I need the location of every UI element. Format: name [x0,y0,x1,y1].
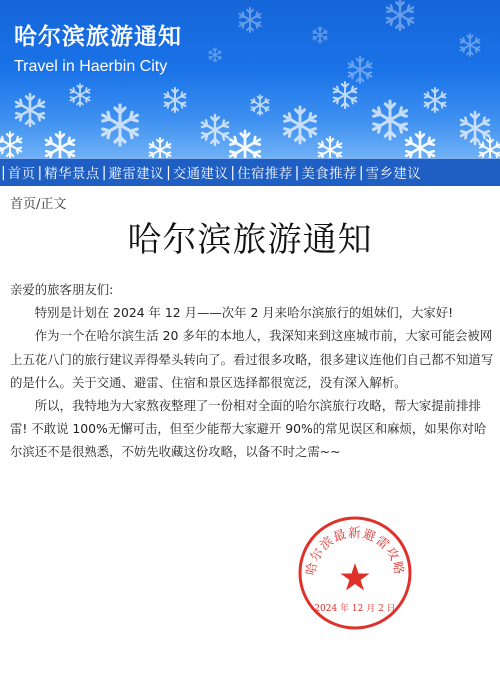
nav-item-snow-town[interactable]: 雪乡建议 [365,167,422,182]
nav-separator: | [1,164,6,181]
nav-separator: | [230,164,236,181]
nav-separator: | [358,164,364,181]
red-seal-stamp [297,515,413,631]
paragraph: 特别是计划在 2024 年 12 月——次年 2 月来哈尔滨旅行的姐妹们，大家好! [34,305,454,321]
nav-item-avoid-tips[interactable]: 避雷建议 [108,167,165,182]
paragraph: 所以，我特地为大家熬夜整理了一份相对全面的哈尔滨旅行攻略，帮大家提前排排雷! 不敢说 100%无懈可击，但至少能帮大家避开 90%的常见误区和麻烦，如果你对哈尔滨还不是很熟悉，不妨先收藏这份攻略，以备不时之需~~ [10,398,487,460]
nav-bar [0,158,500,186]
greeting: 亲爱的旅客朋友们: [10,282,114,297]
stamp-date: 2024 年 12 月 2 日 [314,604,396,614]
banner-title: 哈尔滨旅游通知 [14,24,182,50]
star-icon [341,563,370,591]
nav-item-home[interactable]: 首页 [7,167,36,182]
nav-separator: | [166,164,171,181]
nav-item-lodging[interactable]: 住宿推荐 [237,167,293,182]
nav-separator: | [294,164,300,181]
nav-item-highlights[interactable]: 精华景点 [44,167,100,182]
paragraph: 作为一个在哈尔滨生活 20 多年的本地人，我深知来到这座城市前，大家可能会被网上五花八门的旅行建议弄得晕头转向了。看过很多攻略，很多建议连他们自己都不知道写的是什么。关于交通、避雷、住宿和景区选择都很宽泛，没有深入解析。 [10,328,494,390]
nav-item-transport[interactable]: 交通建议 [172,167,229,182]
nav-item-food[interactable]: 美食推荐 [301,167,357,182]
breadcrumb: 首页/正文 [10,197,67,212]
article-body [10,278,494,464]
header-banner [0,0,500,158]
page-title: 哈尔滨旅游通知 [127,220,373,260]
nav-separator: | [37,164,43,181]
stamp-arc-text: 哈尔滨最新避雷攻略 [302,525,408,577]
nav-separator: | [101,164,107,181]
banner-subtitle: Travel in Haerbin City [14,58,168,75]
